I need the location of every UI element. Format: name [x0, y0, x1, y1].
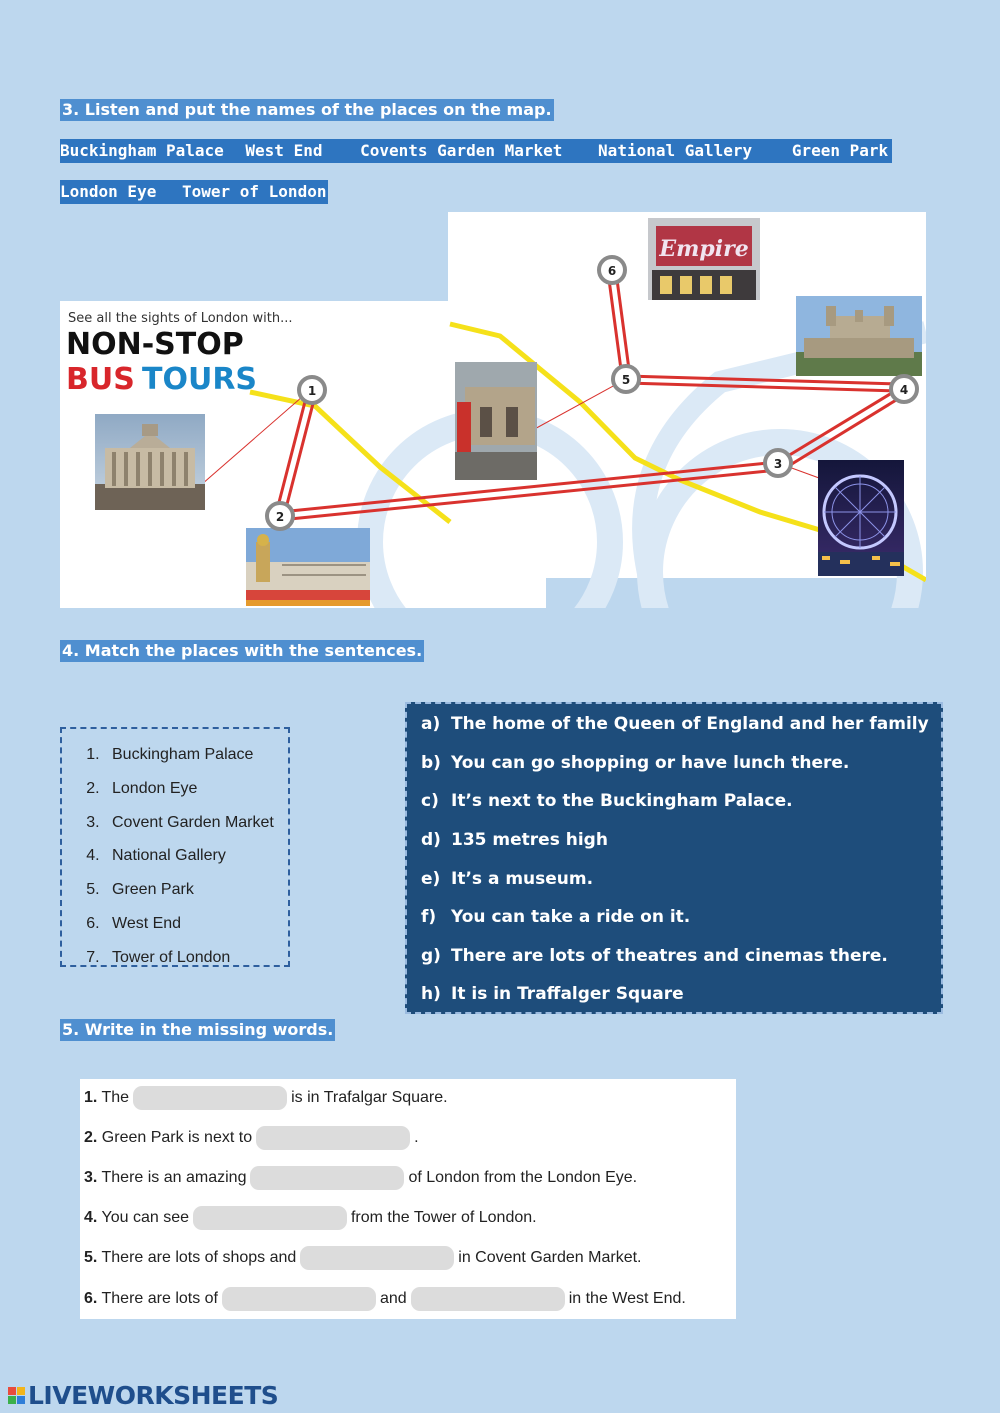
sentence-row: d) 135 metres high [421, 830, 608, 850]
svg-text:6: 6 [607, 264, 617, 278]
svg-text:5: 5 [621, 373, 631, 387]
sentence-row: e) It’s a museum. [421, 869, 594, 889]
answer-blank[interactable] [133, 1086, 287, 1110]
fill-item: 1. The is in Trafalgar Square. [84, 1085, 448, 1111]
map-title-nonstop: NON-STOP [66, 327, 244, 362]
list-item: 3. Covent Garden Market [104, 805, 288, 839]
sentence-row: f) You can take a ride on it. [421, 907, 691, 927]
sentence-row: b) You can go shopping or have lunch there. [421, 753, 850, 773]
fill-in-box [80, 1079, 736, 1319]
stop-3 [765, 450, 791, 476]
list-item: 6. West End [104, 906, 288, 940]
answer-blank[interactable] [411, 1287, 565, 1311]
photo-tower-of-london [796, 296, 922, 376]
word-bank-item: Tower of London [181, 182, 327, 201]
photo-london-eye [818, 460, 904, 576]
logo-icon [8, 1387, 25, 1404]
answer-blank[interactable] [256, 1126, 410, 1150]
fill-item: 6. There are lots of and in the West End. [84, 1286, 686, 1312]
section5-heading: 5. Write in the missing words. [62, 1020, 334, 1039]
sentence-row: a) The home of the Queen of England and her family [421, 714, 929, 734]
photo-buckingham-palace [246, 528, 370, 606]
word-bank-row1 [60, 139, 892, 163]
photo-covent-garden [455, 362, 537, 480]
sentence-row: g) There are lots of theatres and cinemas there. [421, 946, 888, 966]
stop-1 [299, 377, 325, 403]
section3-heading: 3. Listen and put the names of the places on the map. [62, 100, 552, 119]
word-bank-item: London Eye [60, 182, 157, 201]
sentences-box [405, 702, 943, 1014]
stop-2 [267, 503, 293, 529]
sentence-row: h) It is in Traffalger Square [421, 984, 684, 1004]
fill-item: 4. You can see from the Tower of London. [84, 1205, 537, 1231]
svg-text:1: 1 [307, 384, 317, 398]
liveworksheets-logo: LIVEWORKSHEETS [8, 1380, 278, 1410]
map-title-tours: TOURS [142, 362, 258, 397]
answer-blank[interactable] [193, 1206, 347, 1230]
fill-item: 5. There are lots of shops and in Covent Garden Market. [84, 1245, 641, 1271]
list-item: 1. Buckingham Palace [104, 737, 288, 771]
stop-4 [891, 376, 917, 402]
list-item: 5. Green Park [104, 872, 288, 906]
word-bank-item: National Gallery [598, 141, 753, 160]
word-bank-row2 [60, 180, 328, 204]
word-bank-item: Buckingham Palace [60, 141, 224, 160]
sentence-row: c) It’s next to the Buckingham Palace. [421, 791, 793, 811]
stop-5 [613, 366, 639, 392]
svg-text:4: 4 [899, 383, 909, 397]
empire-sign: Empire [659, 236, 749, 262]
places-list [60, 727, 290, 967]
answer-blank[interactable] [300, 1246, 454, 1270]
word-bank-item: Green Park [791, 141, 889, 160]
list-item: 4. National Gallery [104, 838, 288, 872]
section4-heading: 4. Match the places with the sentences. [62, 641, 423, 660]
photo-empire-cinema [648, 218, 760, 300]
map-tagline: See all the sights of London with... [68, 311, 293, 326]
word-bank-item: West End [245, 141, 323, 160]
answer-blank[interactable] [222, 1287, 376, 1311]
svg-text:2: 2 [275, 510, 285, 524]
map-title-bus: BUS [66, 362, 135, 397]
fill-item: 2. Green Park is next to . [84, 1125, 419, 1151]
list-item: 2. London Eye [104, 771, 288, 805]
list-item: 7. Tower of London [104, 940, 288, 974]
svg-text:3: 3 [773, 457, 783, 471]
photo-national-gallery [95, 414, 205, 510]
answer-blank[interactable] [250, 1166, 404, 1190]
bus-tour-map [60, 212, 926, 608]
word-bank-item: Covents Garden Market [360, 141, 563, 160]
fill-item: 3. There is an amazing of London from the London Eye. [84, 1165, 637, 1191]
stop-6 [599, 257, 625, 283]
